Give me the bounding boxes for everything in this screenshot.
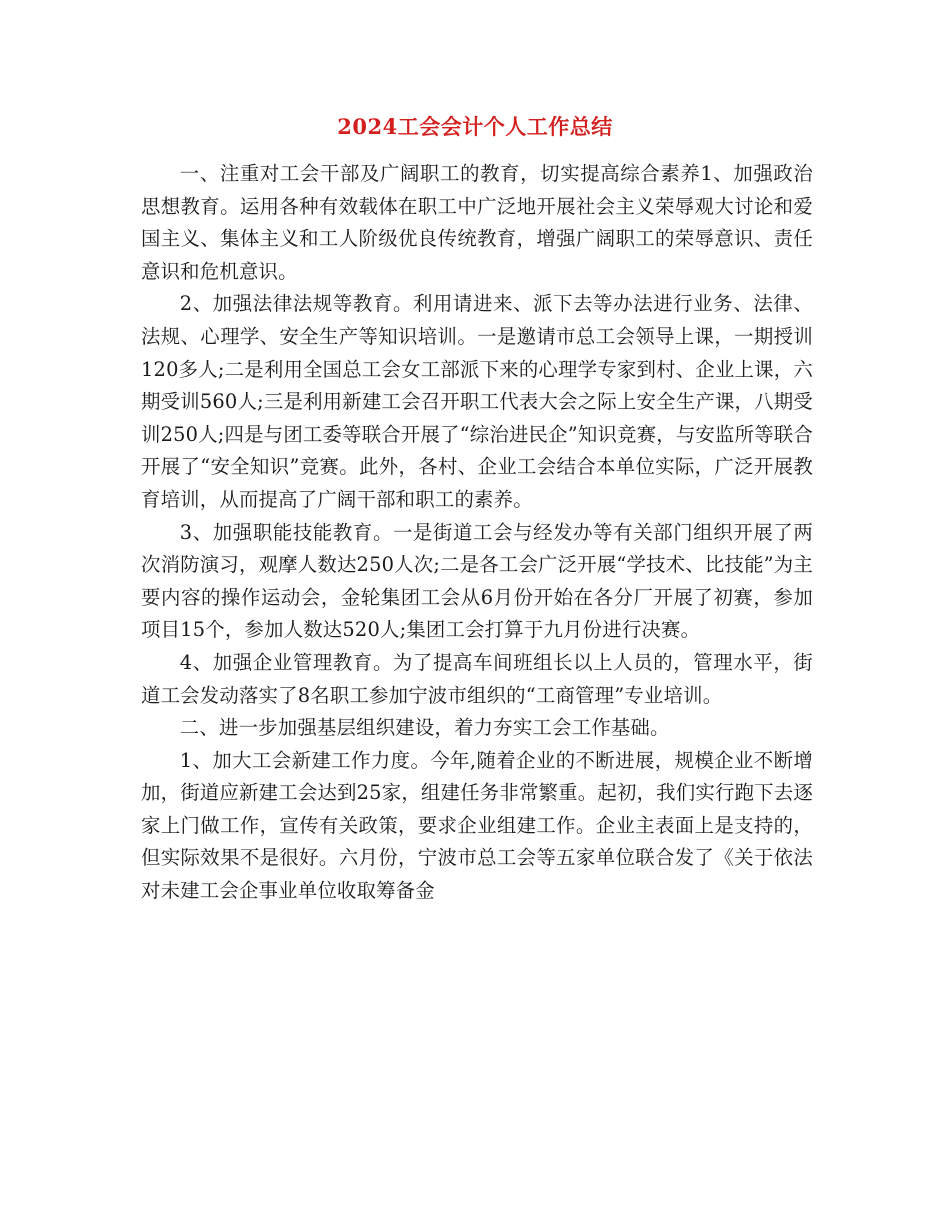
document-title: 2024工会会计个人工作总结 [337, 114, 613, 139]
paragraph-3: 3、加强职能技能教育。一是街道工会与经发办等有关部门组织开展了两次消防演习，观摩人数达250人次;二是各工会广泛开展“学技术、比技能”为主要内容的操作运动会，金轮集团工会从6月份开始在各分厂开展了初赛，参加项目15个，参加人数达520人;集团工会打算于九月份进行决赛。 [141, 520, 813, 642]
paragraph-4: 4、加强企业管理教育。为了提高车间班组长以上人员的，管理水平，街道工会发动落实了8名职工参加宁波市组织的“工商管理”专业培训。 [141, 650, 813, 707]
document-body [141, 158, 813, 908]
paragraph-5: 二、进一步加强基层组织建设，着力夯实工会工作基础。 [179, 716, 670, 740]
paragraph-1: 一、注重对工会干部及广阔职工的教育，切实提高综合素养1、加强政治思想教育。运用各种有效载体在职工中广泛地开展社会主义荣辱观大讨论和爱国主义、集体主义和工人阶级优良传统教育，增强广阔职工的荣辱意识、责任意识和危机意识。 [141, 162, 813, 283]
paragraph-2: 2、加强法律法规等教育。利用请进来、派下去等办法进行业务、法律、法规、心理学、安全生产等知识培训。一是邀请市总工会领导上课，一期授训120多人;二是利用全国总工会女工部派下来的心理学专家到村、企业上课，六期受训560人;三是利用新建工会召开职工代表大会之际上安全生产课，八期受训250人;四是与团工委等联合开展了“综治进民企”知识竞赛，与安监所等联合开展了“安全知识”竞赛。此外，各村、企业工会结合本单位实际，广泛开展教育培训，从而提高了广阔干部和职工的素养。 [141, 292, 813, 511]
paragraph-6: 1、加大工会新建工作力度。今年,随着企业的不断进展，规模企业不断增加，街道应新建工会达到25家，组建任务非常繁重。起初，我们实行跑下去逐家上门做工作，宣传有关政策，要求企业组建工作。企业主表面上是支持的，但实际效果不是很好。六月份，宁波市总工会等五家单位联合发了《关于依法对未建工会企事业单位收取筹备金 [141, 748, 813, 903]
